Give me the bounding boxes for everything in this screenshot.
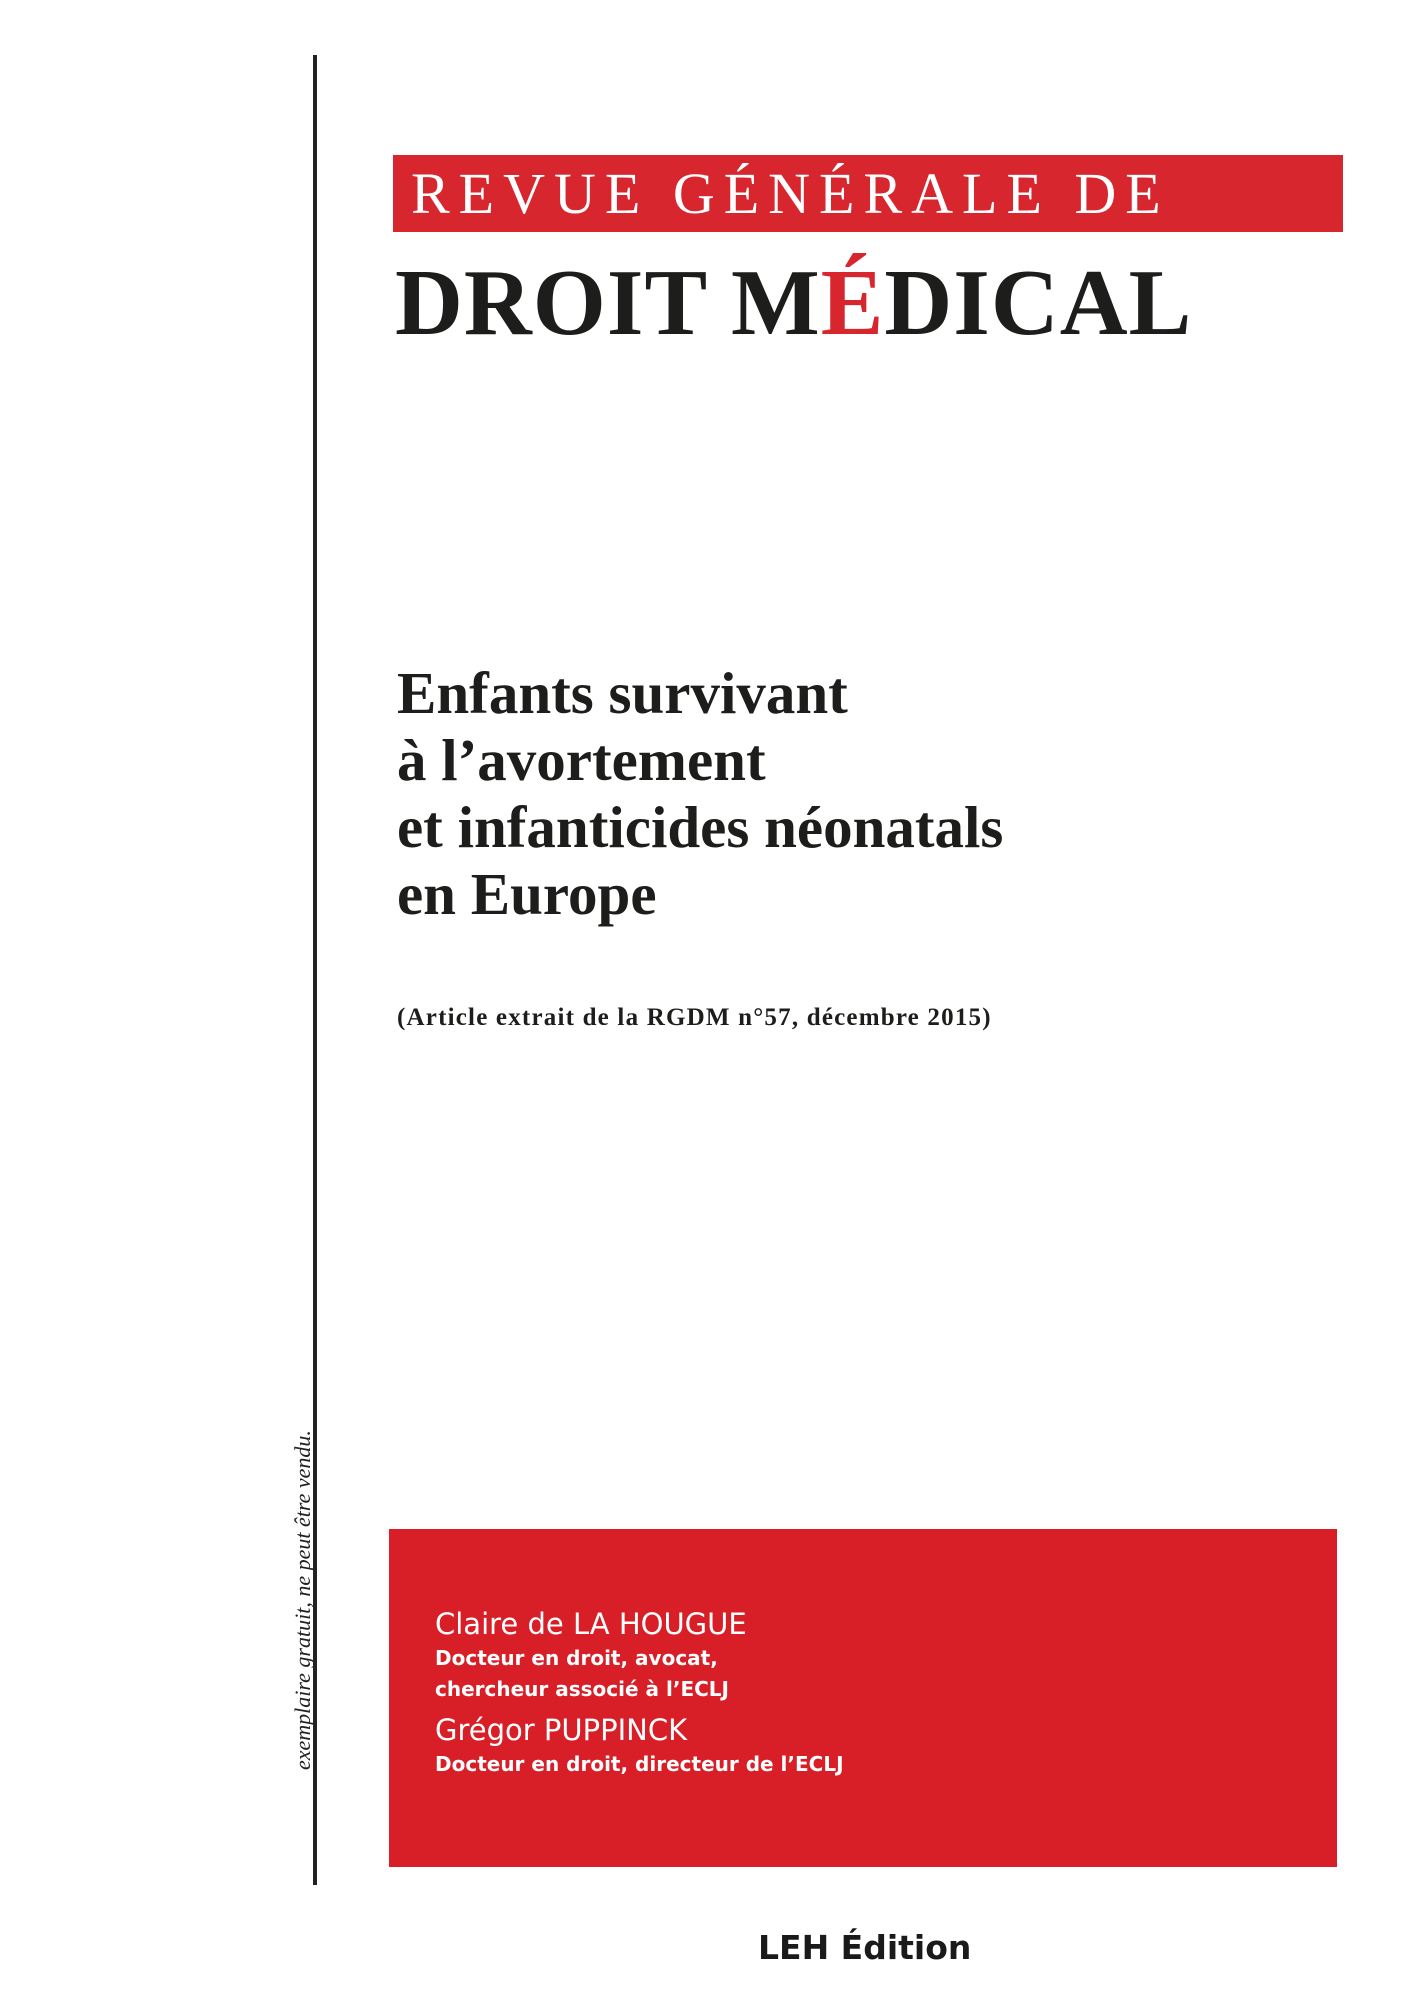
authors-box <box>389 1529 1337 1867</box>
article-extract-note: (Article extrait de la RGDM n°57, décembre 2015) <box>397 1004 992 1031</box>
free-copy-note: exemplaire gratuit, ne peut être vendu. <box>290 1430 315 1770</box>
journal-banner: REVUE GÉNÉRALE DE <box>393 155 1343 232</box>
journal-title-part1: DROIT M <box>395 251 821 355</box>
author-block <box>435 1711 1337 1780</box>
author-role: chercheur associé à l’ECLJ <box>435 1677 729 1701</box>
article-title-line: en Europe <box>397 861 657 927</box>
article-title-line: et infanticides néonatals <box>397 794 1004 860</box>
publisher-name: LEH Édition <box>758 1928 972 1967</box>
article-title <box>397 660 1297 928</box>
author-role: Docteur en droit, directeur de l’ECLJ <box>435 1752 844 1776</box>
journal-title-part2: DICAL <box>884 251 1193 355</box>
journal-title <box>395 248 1192 358</box>
author-role: Docteur en droit, avocat, <box>435 1646 718 1670</box>
article-title-line: à l’avortement <box>397 727 766 793</box>
journal-title-accent: É <box>820 251 885 355</box>
author-name: Claire de LA HOUGUE <box>435 1607 747 1641</box>
author-block <box>435 1605 1337 1705</box>
author-name: Grégor PUPPINCK <box>435 1713 688 1747</box>
article-title-line: Enfants survivant <box>397 660 848 726</box>
